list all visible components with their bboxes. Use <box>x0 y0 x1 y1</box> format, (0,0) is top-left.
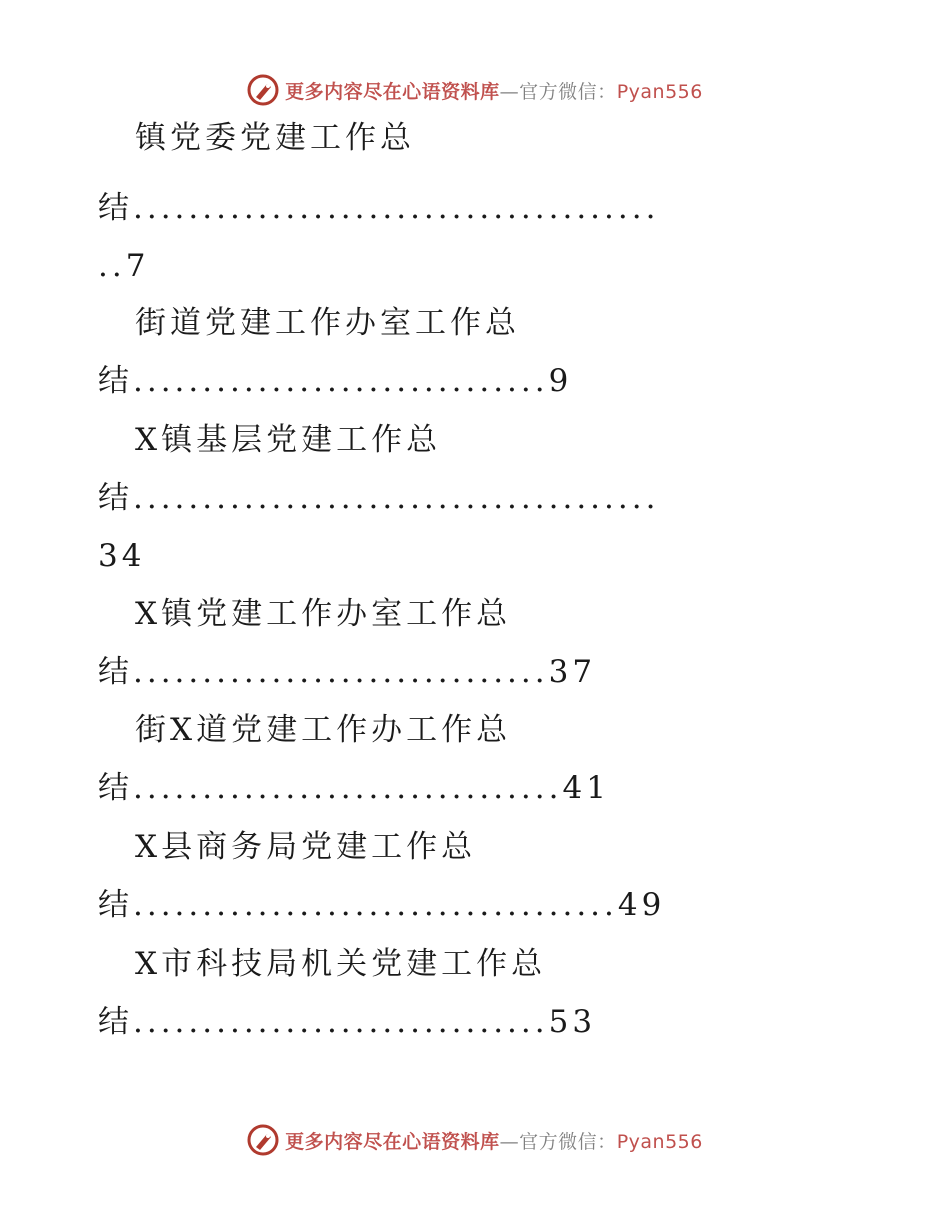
toc-title-1: 镇党委党建工作总 <box>135 120 415 156</box>
toc-dots-1: 结...................................... <box>98 190 660 226</box>
watermark-label: 官方微信： <box>519 80 617 103</box>
toc-dots-5: 结...............................41 <box>98 770 610 806</box>
watermark-account: Pyan556 <box>616 80 703 103</box>
toc-dots-3-continued: 34 <box>98 538 146 574</box>
toc-dots-2: 结..............................9 <box>98 363 573 399</box>
watermark-separator: — <box>499 1130 520 1153</box>
toc-title-5: 街X道党建工作办工作总 <box>135 712 512 748</box>
pen-logo-icon <box>247 1124 279 1156</box>
watermark-brand: 更多内容尽在心语资料库 <box>285 1130 500 1153</box>
toc-title-6: X县商务局党建工作总 <box>135 829 477 865</box>
toc-title-2: 街道党建工作办室工作总 <box>135 305 520 341</box>
watermark-account: Pyan556 <box>616 1130 703 1153</box>
watermark-text <box>285 1127 703 1154</box>
header-watermark <box>0 70 950 110</box>
toc-title-4: X镇党建工作办室工作总 <box>135 596 512 632</box>
watermark-separator: — <box>499 80 520 103</box>
toc-dots-7: 结..............................53 <box>98 1004 597 1040</box>
toc-dots-6: 结...................................49 <box>98 887 666 923</box>
watermark-text <box>285 77 703 104</box>
toc-dots-4: 结..............................37 <box>98 654 597 690</box>
toc-title-7: X市科技局机关党建工作总 <box>135 946 547 982</box>
footer-watermark <box>0 1120 950 1160</box>
toc-title-3: X镇基层党建工作总 <box>135 422 442 458</box>
toc-dots-3: 结...................................... <box>98 480 660 516</box>
toc-dots-1-continued: ..7 <box>98 248 150 284</box>
watermark-brand: 更多内容尽在心语资料库 <box>285 80 500 103</box>
watermark-label: 官方微信： <box>519 1130 617 1153</box>
pen-logo-icon <box>247 74 279 106</box>
